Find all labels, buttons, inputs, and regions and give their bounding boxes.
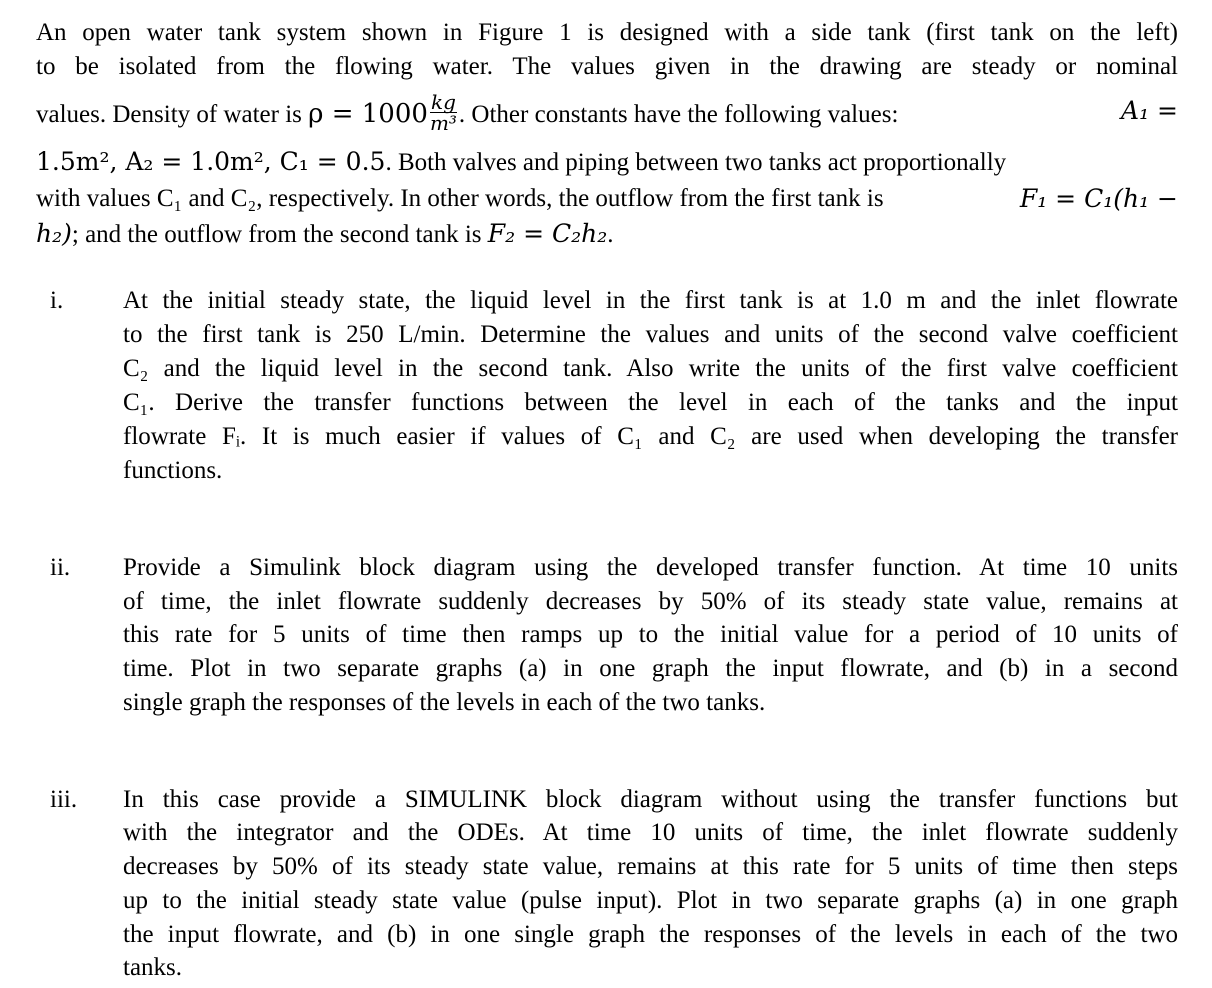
item-2-line: single graph the responses of the levels in each of the two tanks. (123, 689, 766, 716)
item-3-line: the input flowrate, and (b) in one single graph the responses of the levels in each of the two (123, 921, 1178, 948)
density-unit-fraction (430, 92, 457, 133)
intro-line-3-text-a: values. Density of water is (36, 101, 309, 129)
item-1-line: flowrate Fᵢ. It is much easier if values of C₁ and C₂ are used when developing the transfer (123, 423, 1178, 450)
item-1-line: functions. (123, 457, 223, 484)
item-1-line: to the first tank is 250 L/min. Determine the values and units of the second valve coefficient (123, 321, 1178, 348)
item-1-line: At the initial steady state, the liquid level in the first tank is at 1.0 m and the inlet flowrate (123, 287, 1178, 314)
item-1-marker: i. (50, 287, 64, 314)
intro-line-4 (36, 147, 1178, 178)
item-1-line: C₂ and the liquid level in the second tank. Also write the units of the first valve coefficient (123, 355, 1178, 382)
intro-line-6-text: ; and the outflow from the second tank is (71, 221, 488, 248)
intro-line-6-end: . (607, 221, 614, 248)
item-2-marker: ii. (50, 554, 71, 581)
item-2-line: time. Plot in two separate graphs (a) in one graph the input flowrate, and (b) in a second (123, 655, 1178, 682)
item-2-line: of time, the inlet flowrate suddenly decreases by 50% of its steady state value, remains at (123, 588, 1178, 615)
item-2-line: Provide a Simulink block diagram using the developed transfer function. At time 10 units (123, 554, 1178, 581)
intro-line-5-text: with values C₁ and C₂, respectively. In other words, the outflow from the first tank is (36, 185, 884, 212)
rho-expression: ρ = 1000 (308, 99, 428, 130)
intro-line-2: to be isolated from the flowing water. The values given in the drawing are steady or nominal (36, 53, 1178, 80)
intro-line-3 (36, 90, 1178, 137)
item-3-marker: iii. (50, 786, 78, 813)
intro-line-1: An open water tank system shown in Figure 1 is designed with a side tank (first tank on the left) (36, 19, 1178, 46)
f2-expression: F₂ = C₂h₂ (487, 219, 608, 248)
intro-line-4-text: . Both valves and piping between two tanks act proportionally (385, 149, 1007, 176)
unit-m3: m³ (429, 111, 457, 135)
item-3-line: up to the initial steady state value (pulse input). Plot in two separate graphs (a) in one graph (123, 887, 1178, 914)
intro-line-5 (36, 184, 1178, 214)
item-2-line: this rate for 5 units of time then ramps up to the initial value for a period of 10 units of (123, 621, 1178, 648)
item-3-line: tanks. (123, 954, 183, 981)
unit-kg: kg (430, 90, 456, 114)
intro-line-6 (36, 219, 1178, 250)
a1-expression: A₁ = (1121, 96, 1178, 125)
h2-expression: h₂) (36, 219, 72, 248)
item-1-line: C₁. Derive the transfer functions between the level in each of the tanks and the input (123, 389, 1178, 416)
constants-expression: 1.5m², A₂ = 1.0m², C₁ = 0.5 (36, 147, 386, 176)
item-3-line: In this case provide a SIMULINK block diagram without using the transfer functions but (123, 786, 1178, 813)
f1-expression: F₁ = C₁(h₁ − (1019, 184, 1178, 213)
intro-line-3-text-b: . Other constants have the following values: (458, 101, 899, 129)
item-3-line: decreases by 50% of its steady state value, remains at this rate for 5 units of time then steps (123, 853, 1178, 880)
item-3-line: with the integrator and the ODEs. At time 10 units of time, the inlet flowrate suddenly (123, 819, 1178, 846)
